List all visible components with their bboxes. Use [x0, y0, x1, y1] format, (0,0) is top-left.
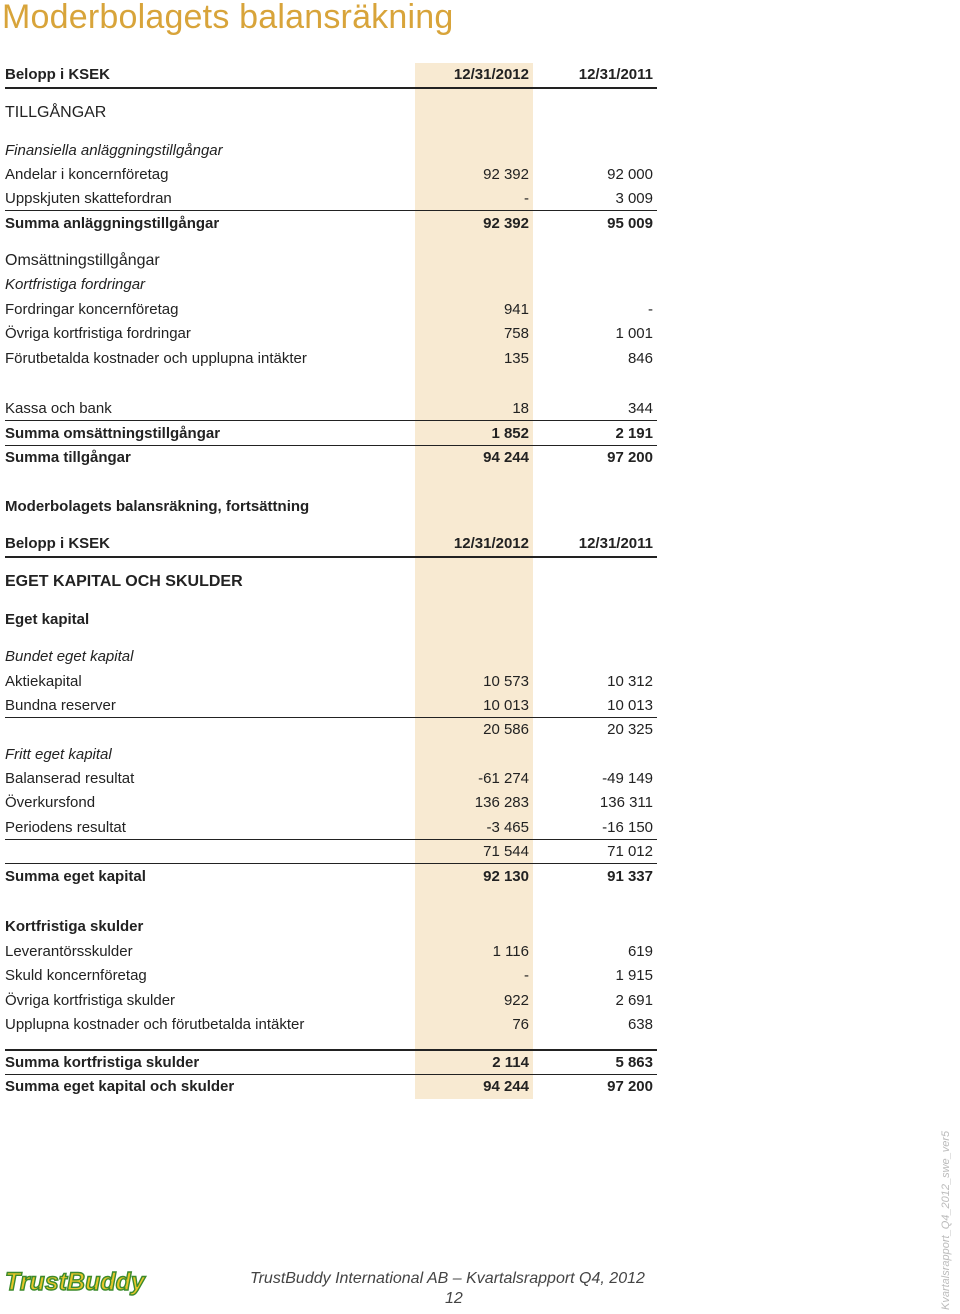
table-row: Periodens resultat -3 465 -16 150	[5, 819, 653, 836]
subsection-heading: Omsättningstillgångar	[5, 252, 160, 269]
table-row: Överkursfond 136 283 136 311	[5, 794, 653, 811]
table-header-row	[5, 63, 657, 87]
table-row: Förutbetalda kostnader och upplupna intäkter 135 846	[5, 350, 653, 367]
header-label: Belopp i KSEK	[5, 535, 111, 552]
table-row: Fordringar koncernföretag 941 -	[5, 301, 653, 318]
subtotal-row: 71 544 71 012	[483, 843, 653, 860]
table-row: Leverantörsskulder 1 116 619	[5, 943, 653, 960]
table-row: Uppskjuten skattefordran - 3 009	[5, 190, 653, 207]
header-label: Belopp i KSEK	[5, 66, 111, 83]
table-header-row	[5, 532, 657, 556]
header-col-2011: 12/31/2011	[578, 535, 653, 552]
header-col-2011: 12/31/2011	[578, 66, 653, 83]
header-col-2012: 12/31/2012	[453, 66, 529, 83]
table-subtitle: Moderbolagets balansräkning, fortsättning	[5, 498, 310, 515]
page-title: Moderbolagets balansräkning	[2, 0, 454, 36]
table-row: Aktiekapital 10 573 10 312	[5, 673, 653, 690]
header-rule	[5, 87, 657, 89]
header-rule	[5, 556, 657, 558]
subsection-heading: Kortfristiga skulder	[5, 918, 144, 935]
table-row: Balanserad resultat -61 274 -49 149	[5, 770, 653, 787]
subsection-heading: Eget kapital	[5, 611, 90, 628]
table-row: Övriga kortfristiga skulder 922 2 691	[5, 992, 653, 1009]
subtotal-row: 20 586 20 325	[483, 721, 653, 738]
section-heading: EGET KAPITAL OCH SKULDER	[5, 573, 243, 590]
footer-text: TrustBuddy International AB – Kvartalsrapport Q4, 2012	[250, 1270, 645, 1287]
subsection-heading: Kortfristiga fordringar	[5, 276, 146, 293]
page-number: 12	[445, 1290, 463, 1307]
row-rule	[5, 420, 657, 421]
table-row: Upplupna kostnader och förutbetalda intäkter 76 638	[5, 1016, 653, 1033]
table-row: Övriga kortfristiga fordringar 758 1 001	[5, 325, 653, 342]
summary-row: Summa anläggningstillgångar 92 392 95 009	[5, 215, 653, 232]
summary-row: Summa omsättningstillgångar 1 852 2 191	[5, 425, 653, 442]
row-rule	[5, 863, 657, 864]
summary-row: Summa tillgångar 94 244 97 200	[5, 449, 653, 466]
header-col-2012: 12/31/2012	[453, 535, 529, 552]
subsection-heading: Finansiella anläggningstillgångar	[5, 142, 223, 159]
subsection-heading: Fritt eget kapital	[5, 746, 112, 763]
table-row: Andelar i koncernföretag 92 392 92 000	[5, 166, 653, 183]
summary-row: Summa kortfristiga skulder 2 114 5 863	[5, 1054, 653, 1071]
logo-wordmark: TrustBuddy	[5, 1268, 145, 1296]
table-row: Skuld koncernföretag - 1 915	[5, 967, 653, 984]
summary-row: Summa eget kapital och skulder 94 244 97 200	[5, 1078, 653, 1095]
trustbuddy-logo	[3, 1266, 153, 1298]
summary-row: Summa eget kapital 92 130 91 337	[5, 868, 653, 885]
table-row: Kassa och bank 18 344	[5, 400, 653, 417]
section-heading: TILLGÅNGAR	[5, 104, 107, 121]
table-row: Bundna reserver 10 013 10 013	[5, 697, 653, 714]
subsection-heading: Bundet eget kapital	[5, 648, 134, 665]
document-version-label: Kvartalsrapport_Q4_2012_swe_ver5	[940, 1130, 952, 1310]
row-rule	[5, 210, 657, 211]
